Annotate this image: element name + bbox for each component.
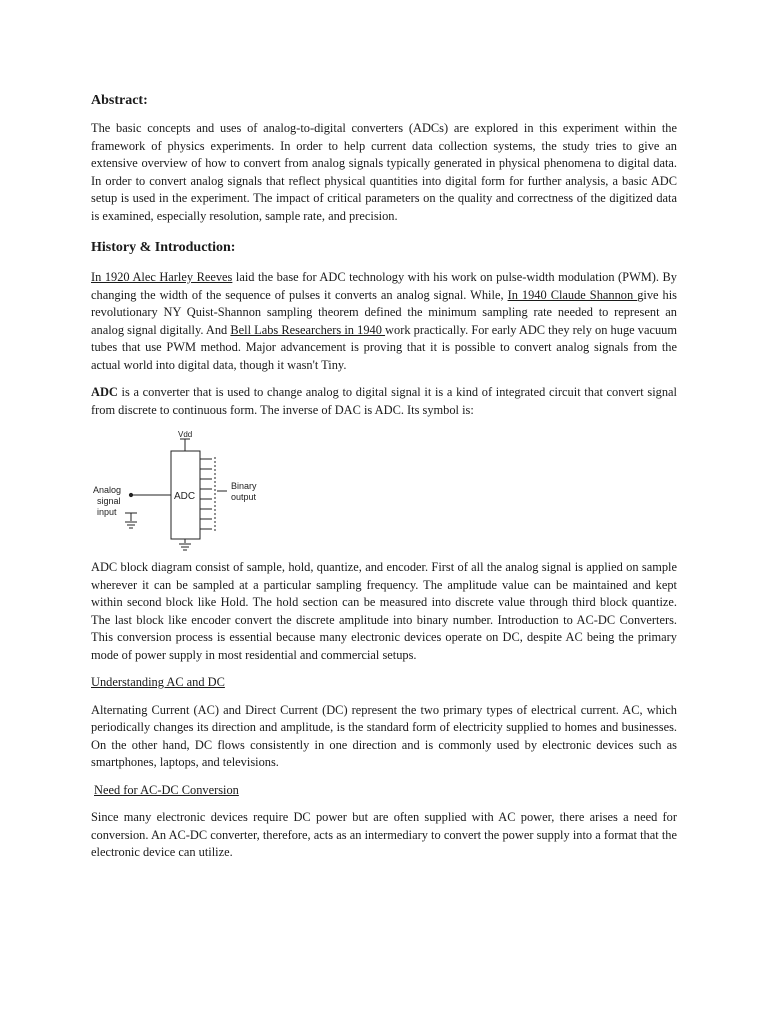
output-bit-lines <box>200 459 212 529</box>
document-page <box>91 92 677 862</box>
block-diagram-paragraph: ADC block diagram consist of sample, hold, quantize, and encoder. First of all the analog signal is applied on sample wherever it can be sampled at a particular sampling frequency. The amplitude value can be maintained and kept within second block like Hold. The hold section can be measured into discrete value through third block quantize. The last block like encoder convert the discrete amplitude into binary number. Introduction to AC-DC Converters. This conversion process is essential because many electronic devices operate on DC, despite AC being the primary mode of power supply in most residential and commercial setups. <box>91 560 677 662</box>
history-text-3: work practically. For early ADC they rely on huge vacuum tubes that use PWM method. Major advancement is proving that it is possible to convert analog signals from the actual world into digital data, though it wasn't Tiny. <box>91 322 677 372</box>
history-paragraph <box>91 269 677 374</box>
abstract-paragraph: The basic concepts and uses of analog-to-digital converters (ADCs) are explored in this experiment within the framework of physics experiments. In order to help current data collection systems, the study tries to give an extensive overview of how to convert from analog signals typically generated in physical phenomena to digital data. In order to convert analog signals that reflect physical quantities into digital form for further analysis, a basic ADC setup is used in the experiment. The impact of critical parameters on the quality and correctness of the digitized data is examined, especially resolution, sample rate, and precision. <box>91 121 677 223</box>
history-text-2: give his revolutionary NY Quist-Shannon sampling theorem defined the minimum sampling rate needed to represent an analog signal digitally. And <box>91 287 677 337</box>
abstract-heading: Abstract: <box>91 93 148 108</box>
adc-definition-text: is a converter that is used to change analog to digital signal it is a kind of integrated circuit that convert signal from discrete to continuous form. The inverse of DAC is ADC. Its symbol is: <box>91 385 677 417</box>
adc-definition-paragraph <box>91 384 677 419</box>
vdd-label: Vdd <box>178 430 193 439</box>
history-heading: History & Introduction: <box>91 240 236 255</box>
binary-output-label-2: output <box>231 492 257 502</box>
analog-input-label-3: input <box>97 507 117 517</box>
need-paragraph: Since many electronic devices require DC power but are often supplied with AC power, there arises a need for conversion. An AC-DC converter, therefore, acts as an intermediary to convert the power supply into a format that the electronic device can utilize. <box>91 810 677 859</box>
shannon-underline: In 1940 Claude Shannon <box>507 287 638 302</box>
adc-term: ADC <box>91 385 118 399</box>
history-text-1: laid the base for ADC technology with his work on pulse-width modulation (PWM). By changing the width of the sequence of pulses it converts an analog signal. While, <box>91 270 677 302</box>
ac-dc-heading: Understanding AC and DC <box>91 675 225 689</box>
need-heading: Need for AC-DC Conversion <box>94 782 239 797</box>
ac-dc-paragraph: Alternating Current (AC) and Direct Current (DC) represent the two primary types of electrical current. AC, which periodically changes its direction and amplitude, is the standard form of electricity supplied to homes and businesses. On the other hand, DC flows consistently in one direction and is commonly used by electronic devices such as smartphones, laptops, and televisions. <box>91 702 677 769</box>
analog-input-label-1: Analog <box>93 485 122 495</box>
binary-output-label-1: Binary <box>231 481 257 491</box>
analog-input-label-2: signal <box>97 496 121 506</box>
reeves-underline: In 1920 Alec Harley Reeves <box>91 270 233 284</box>
block-ground-symbol <box>179 544 191 550</box>
adc-block-label: ADC <box>174 491 196 502</box>
bell-labs-underline: Bell Labs Researchers in 1940 <box>230 322 386 337</box>
adc-symbol-diagram <box>91 425 266 553</box>
input-ground-symbol <box>125 522 137 528</box>
